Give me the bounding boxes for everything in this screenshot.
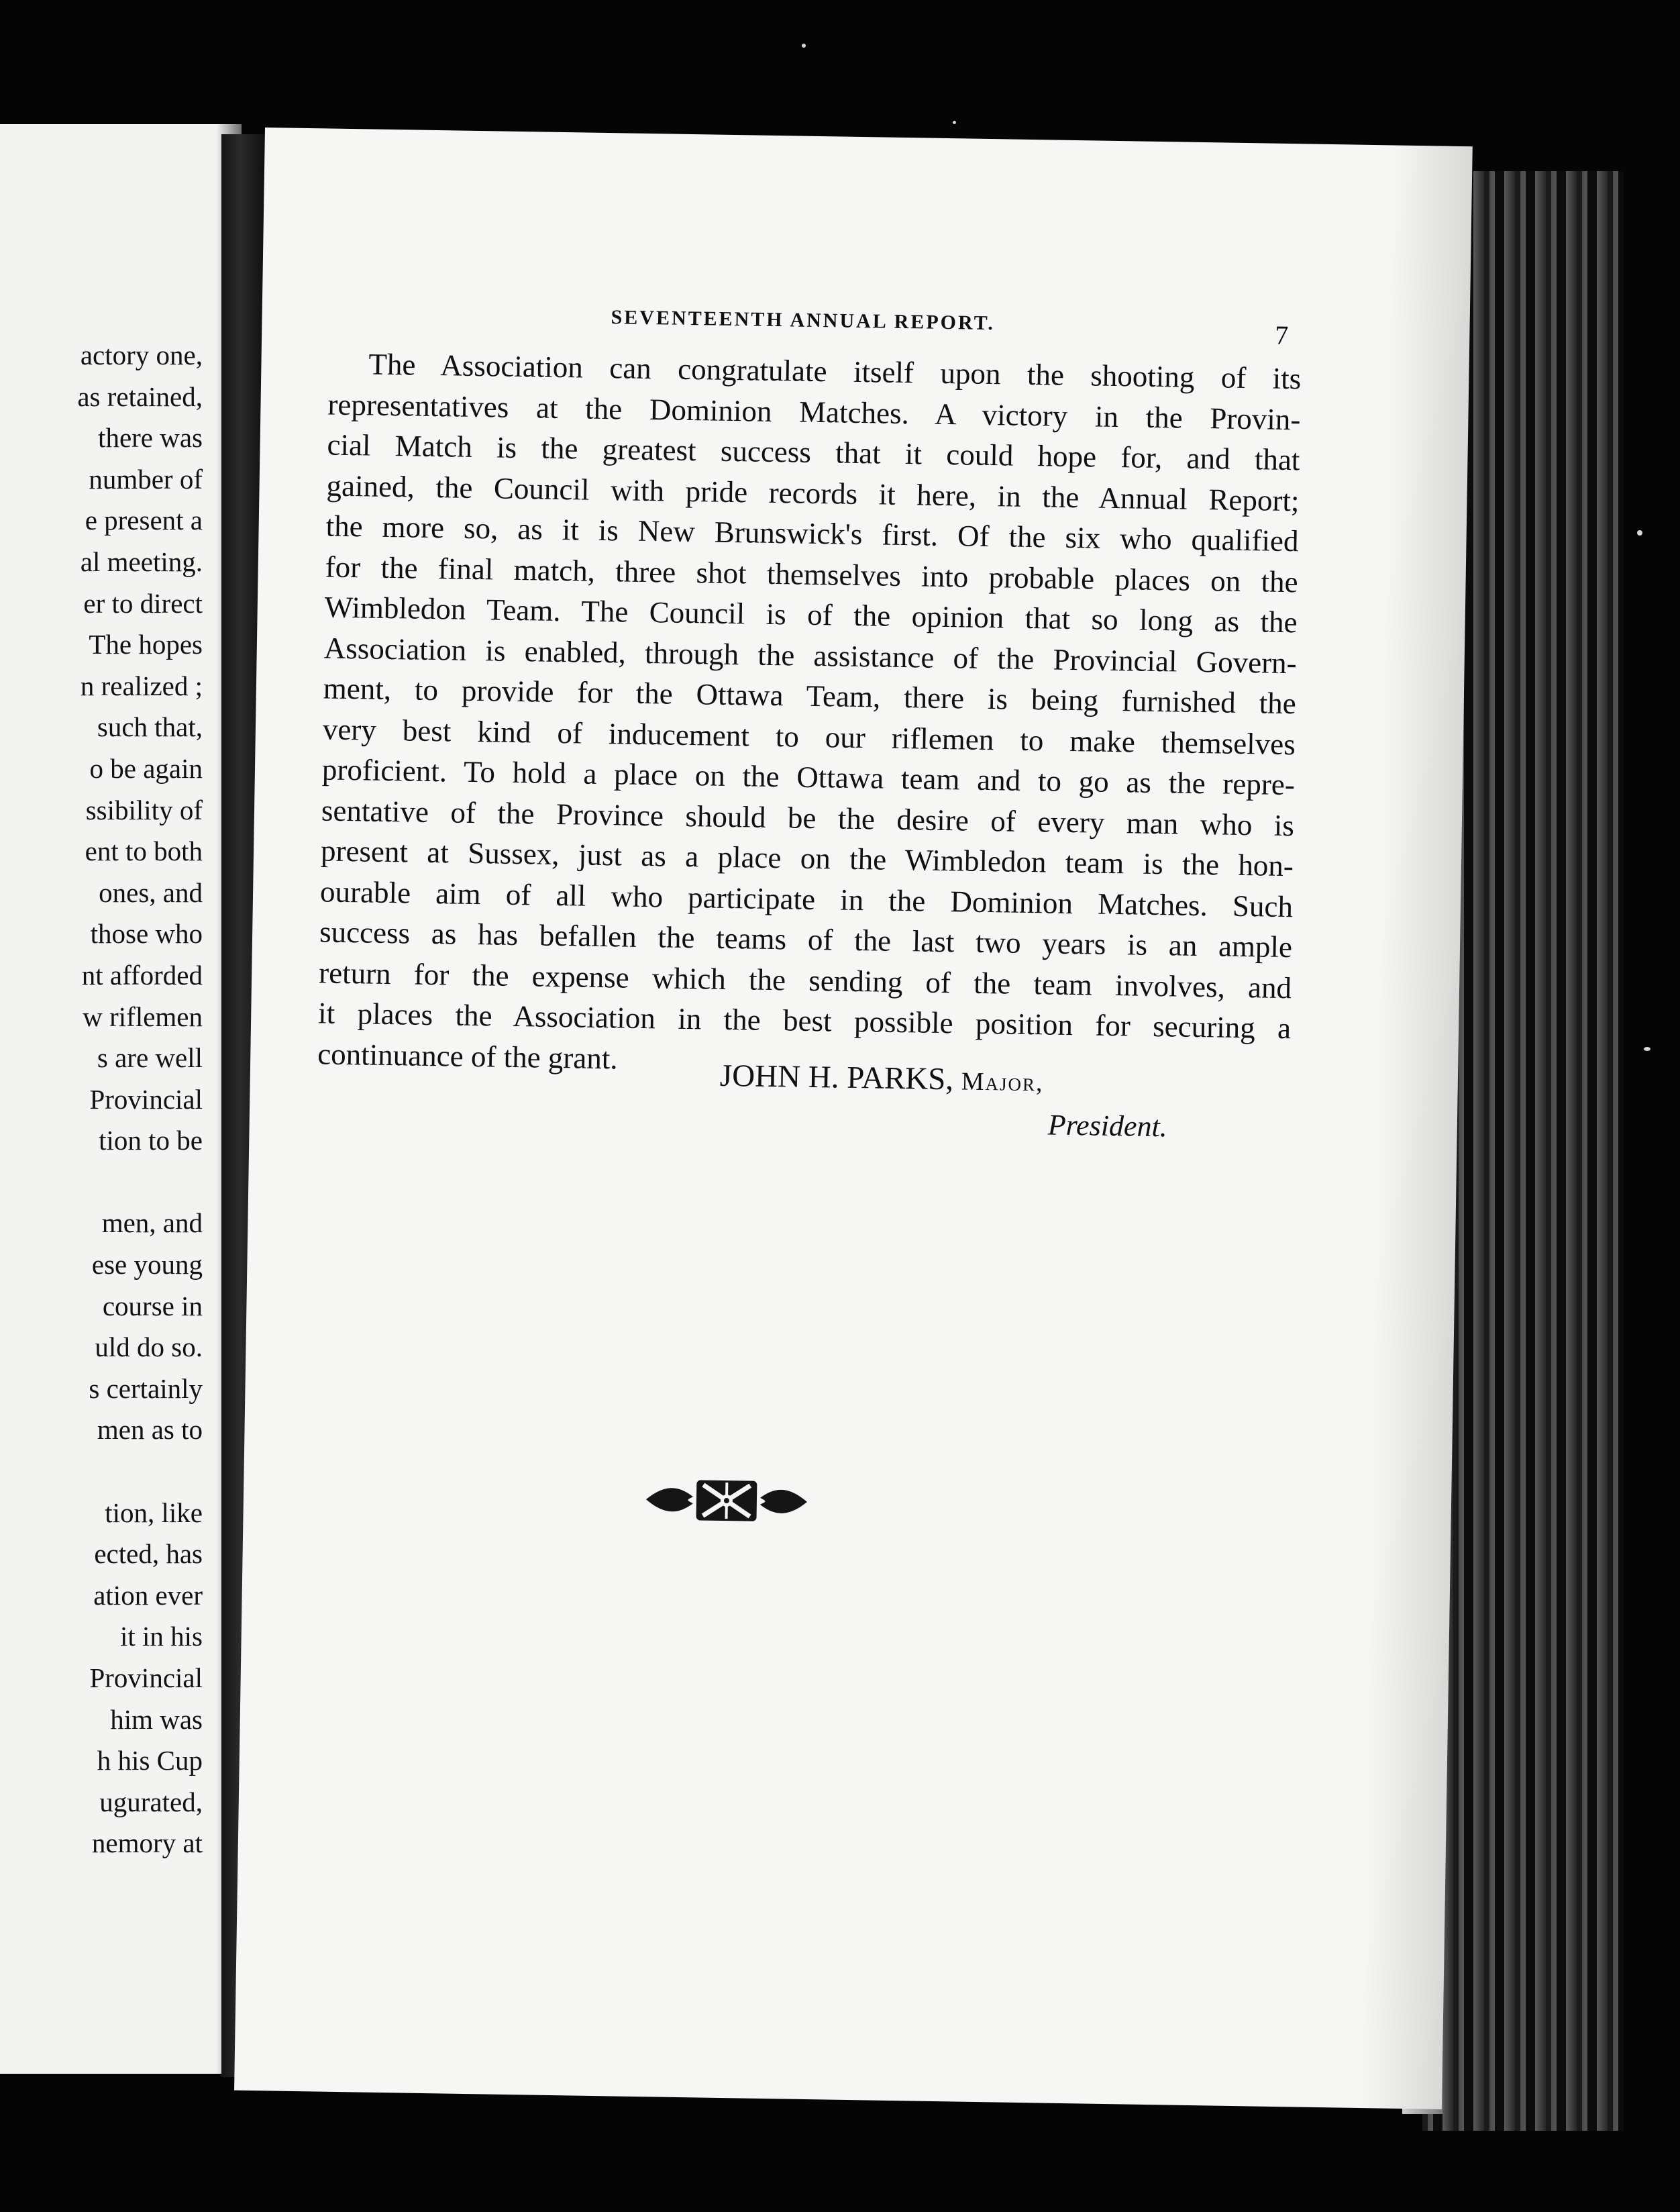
paragraph-line: Association is enabled, through the assistance of the Provincial Govern-	[323, 630, 1298, 680]
left-page-line: tion, like	[105, 1497, 203, 1528]
left-page-line: such that,	[97, 711, 203, 743]
left-page-line: ese young	[91, 1249, 203, 1280]
scan-speck	[1637, 530, 1642, 536]
paragraph-line: continuance of the grant.	[317, 1036, 619, 1075]
paragraph-line: Wimbledon Team. The Council is of the opinion that so long as the	[324, 590, 1298, 640]
paragraph-line: return for the expense which the sending of the team involves, and	[318, 955, 1292, 1005]
paragraph-line: for the final match, three shot themselves into probable places on the	[325, 549, 1298, 599]
left-page-line: Provincial	[89, 1662, 203, 1693]
paragraph-line: The Association can congratulate itself upon the shooting of its	[368, 347, 1302, 396]
scan-speck	[953, 121, 956, 124]
left-page-line: nemory at	[91, 1827, 203, 1859]
paragraph-line: sentative of the Province should be the desire of every man who is	[321, 793, 1295, 842]
left-page-line: o be again	[89, 752, 203, 784]
left-page-line: course in	[102, 1290, 203, 1321]
paragraph-line: it places the Association in the best possible position for securing a	[317, 996, 1292, 1046]
left-page-line: ent to both	[85, 836, 203, 867]
signature-rank: Major,	[961, 1067, 1044, 1097]
paragraph-line: the more so, as it is New Brunswick's first. Of the six who qualified	[325, 509, 1299, 558]
left-page-line: tion to be	[99, 1125, 203, 1156]
left-page-line: er to direct	[83, 587, 203, 619]
left-page-line: s certainly	[89, 1372, 203, 1404]
page-number: 7	[1274, 319, 1289, 350]
left-page-line: w riflemen	[83, 1001, 203, 1032]
left-page-line	[77, 1162, 203, 1203]
left-page-text	[77, 335, 203, 1864]
signature-name: JOHN H. PARKS,	[719, 1058, 954, 1097]
paragraph-line: representatives at the Dominion Matches. A victory in the Provin-	[327, 387, 1301, 436]
paragraph-line: cial Match is the greatest success that it could hope for, and that	[327, 428, 1300, 477]
left-page-line: ssibility of	[85, 794, 203, 825]
left-page-line: n realized ;	[80, 670, 203, 701]
left-page-line: men as to	[97, 1414, 203, 1446]
left-page-line: as retained,	[77, 381, 203, 412]
running-head: SEVENTEENTH ANNUAL REPORT.	[611, 306, 996, 335]
fleuron-ornament-icon	[639, 1469, 814, 1532]
signature-line	[719, 1058, 1044, 1099]
left-page-line: e present a	[85, 505, 203, 536]
left-page-line	[77, 1451, 203, 1493]
left-facing-page	[0, 124, 242, 2074]
paragraph-line: very best kind of inducement to our riflemen to make themselves	[322, 711, 1296, 761]
left-page-line: number of	[89, 463, 203, 495]
right-page	[234, 128, 1473, 2109]
paragraph-line: ment, to provide for the Ottawa Team, there is being furnished the	[323, 671, 1297, 721]
left-page-line: s are well	[97, 1042, 203, 1074]
left-page-line: ugurated,	[99, 1786, 203, 1817]
left-page-line: The hopes	[89, 629, 203, 660]
left-page-line: ation ever	[93, 1579, 203, 1611]
report-paragraph	[317, 344, 1302, 1090]
scan-speck	[1644, 1047, 1650, 1051]
paragraph-line: proficient. To hold a place on the Ottawa team and to go as the repre-	[321, 752, 1296, 802]
left-page-line: h his Cup	[97, 1745, 203, 1776]
left-page-line: there was	[98, 422, 203, 454]
paragraph-line: ourable aim of all who participate in the Dominion Matches. Such	[319, 874, 1294, 923]
paragraph-line: gained, the Council with pride records it here, in the Annual Report;	[326, 468, 1300, 517]
left-page-line: it in his	[119, 1621, 203, 1652]
scan-speck	[802, 44, 806, 48]
left-page-line: uld do so.	[95, 1331, 203, 1363]
left-page-line: actory one,	[80, 340, 203, 370]
paragraph-line: success as has befallen the teams of the last two years is an ample	[319, 915, 1293, 964]
left-page-line: Provincial	[89, 1083, 203, 1115]
left-page-line: ones, and	[99, 876, 203, 908]
left-page-line: those who	[90, 918, 203, 950]
left-page-line: ected, has	[94, 1538, 203, 1570]
left-page-line: al meeting.	[80, 546, 203, 577]
left-page-line: nt afforded	[81, 959, 203, 991]
left-page-line: him was	[110, 1703, 203, 1735]
signature-office: President.	[1047, 1108, 1168, 1144]
left-page-line: men, and	[101, 1207, 203, 1239]
paragraph-line: present at Sussex, just as a place on the Wimbledon team is the hon-	[320, 834, 1294, 883]
